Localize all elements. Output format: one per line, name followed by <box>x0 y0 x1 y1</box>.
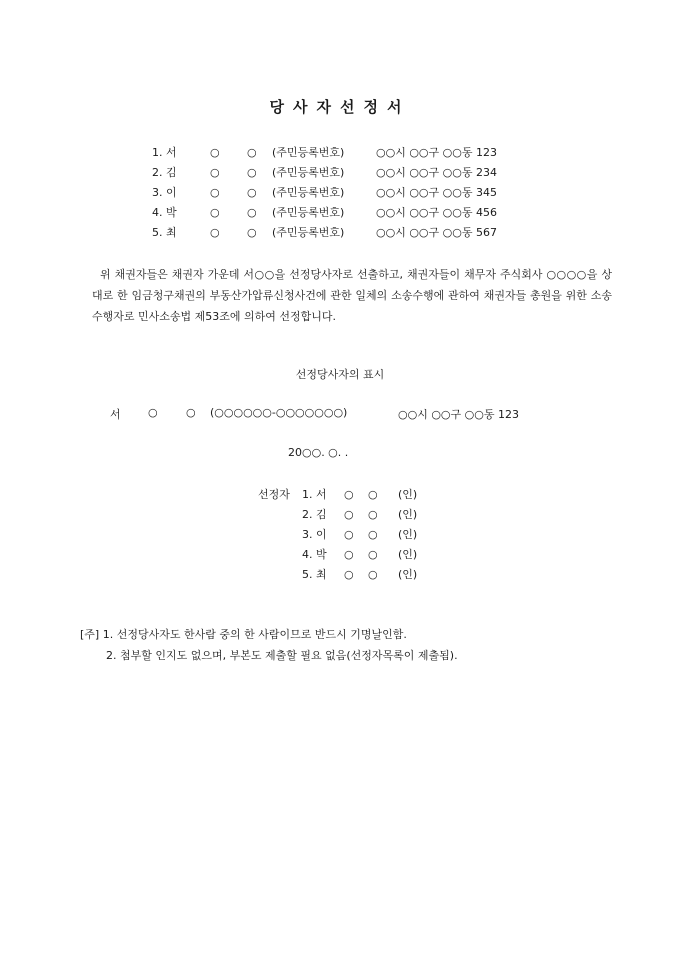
signer-seal: (인) <box>398 488 418 501</box>
party-id: (주민등록번호) <box>272 206 345 219</box>
party-mark: ○ <box>210 166 220 179</box>
notes-block <box>80 624 458 666</box>
signer-name: 5. 최 <box>302 568 327 581</box>
party-mark: ○ <box>210 206 220 219</box>
party-name: 5. 최 <box>152 226 177 239</box>
signer-mark: ○ <box>368 528 378 541</box>
representative-mark: ○ <box>148 406 158 419</box>
document-title: 당사자선정서 <box>269 98 411 116</box>
signer-name: 3. 이 <box>302 528 327 541</box>
signer-mark: ○ <box>344 528 354 541</box>
signer-seal: (인) <box>398 568 418 581</box>
party-address: ○○시 ○○구 ○○동 345 <box>376 186 497 199</box>
signer-seal: (인) <box>398 528 418 541</box>
party-mark: ○ <box>247 186 257 199</box>
signer-mark: ○ <box>344 488 354 501</box>
party-id: (주민등록번호) <box>272 166 345 179</box>
party-mark: ○ <box>247 206 257 219</box>
party-name: 1. 서 <box>152 146 177 159</box>
signer-name: 1. 서 <box>302 488 327 501</box>
representative-name: 서 <box>110 408 121 421</box>
signer-mark: ○ <box>368 548 378 561</box>
signer-label: 선정자 <box>258 488 290 501</box>
signer-seal: (인) <box>398 508 418 521</box>
body-paragraph: 위 채권자들은 채권자 가운데 서○○을 선정당사자로 선출하고, 채권자들이 채무자 주식회사 ○○○○을 상대로 한 임금청구채권의 부동산가압류신청사건에 관한 일체의 소송수행에 관하여 채권자들 총원을 위한 소송수행자로 민사소송법 제53조에 의하여 선정합니다. <box>92 268 612 323</box>
party-address: ○○시 ○○구 ○○동 567 <box>376 226 497 239</box>
signer-mark: ○ <box>368 508 378 521</box>
signer-mark: ○ <box>344 568 354 581</box>
party-id: (주민등록번호) <box>272 146 345 159</box>
party-id: (주민등록번호) <box>272 226 345 239</box>
representative-address: ○○시 ○○구 ○○동 123 <box>398 408 519 421</box>
party-name: 3. 이 <box>152 186 177 199</box>
party-mark: ○ <box>210 146 220 159</box>
party-name: 2. 김 <box>152 166 177 179</box>
party-id: (주민등록번호) <box>272 186 345 199</box>
party-address: ○○시 ○○구 ○○동 456 <box>376 206 497 219</box>
signer-seal: (인) <box>398 548 418 561</box>
signer-mark: ○ <box>368 568 378 581</box>
note-line: 2. 첨부할 인지도 없으며, 부본도 제출할 필요 없음(선정자목록이 제출됨). <box>106 649 458 662</box>
signer-mark: ○ <box>344 548 354 561</box>
representative-heading: 선정당사자의 표시 <box>295 368 385 381</box>
party-mark: ○ <box>210 186 220 199</box>
representative-mark: ○ <box>186 406 196 419</box>
document-date: 20○○. ○. . <box>288 446 349 459</box>
representative-id: (○○○○○○-○○○○○○○) <box>210 406 348 419</box>
party-mark: ○ <box>247 166 257 179</box>
party-mark: ○ <box>247 146 257 159</box>
party-mark: ○ <box>210 226 220 239</box>
signer-name: 4. 박 <box>302 548 327 561</box>
signer-mark: ○ <box>344 508 354 521</box>
signer-name: 2. 김 <box>302 508 327 521</box>
party-address: ○○시 ○○구 ○○동 234 <box>376 166 497 179</box>
party-address: ○○시 ○○구 ○○동 123 <box>376 146 497 159</box>
party-mark: ○ <box>247 226 257 239</box>
party-name: 4. 박 <box>152 206 177 219</box>
note-line: [주] 1. 선정당사자도 한사람 중의 한 사람이므로 반드시 기명날인함. <box>80 628 407 641</box>
signer-mark: ○ <box>368 488 378 501</box>
